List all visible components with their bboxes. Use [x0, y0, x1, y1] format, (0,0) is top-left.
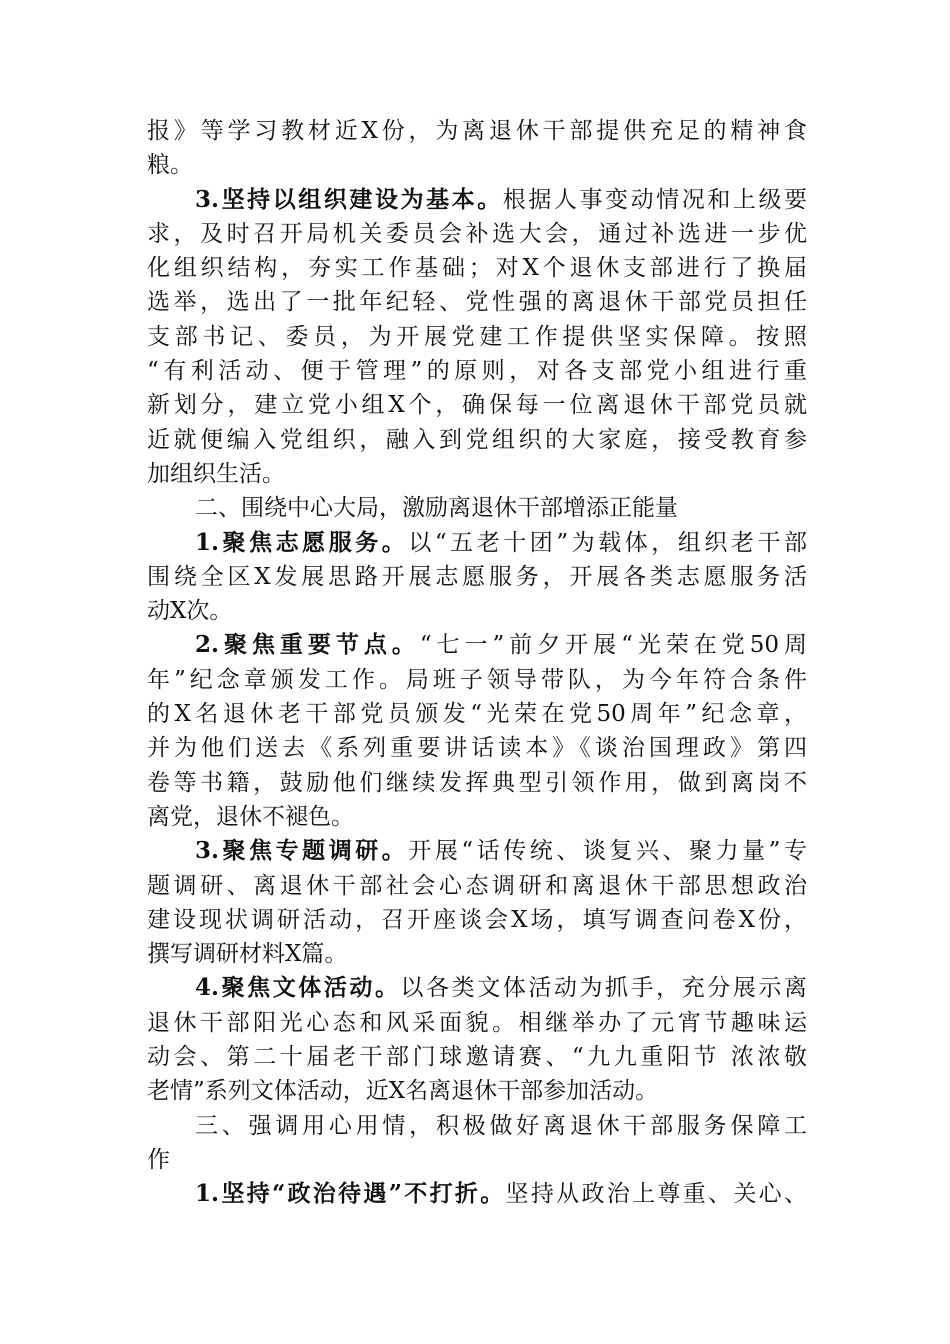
- text-line: 加组织生活。: [147, 460, 285, 487]
- text-line: 题调研、离退休干部社会心态调研和离退休干部思想政治: [147, 872, 807, 899]
- text-span: 以“五老十团”为载体，组织老干部: [408, 529, 807, 556]
- paragraph-culture-sports: [147, 971, 807, 1108]
- paragraph-lead: 2.聚焦重要节点。: [195, 631, 420, 659]
- text-line: 动会、第二十届老干部门球邀请赛、“九九重阳节 浓浓敬: [147, 1044, 807, 1071]
- text-line: [147, 834, 807, 868]
- paragraph-organization: [147, 183, 807, 492]
- text-line: [147, 628, 807, 662]
- paragraph-lead: 3.聚焦专题调研。: [195, 837, 409, 865]
- paragraph-lead: 3.坚持以组织建设为基本。: [195, 185, 503, 213]
- text-span: 根据人事变动情况和上级要: [502, 186, 808, 213]
- paragraph-political-treatment: [147, 1177, 807, 1211]
- section-heading-text: 三、强调用心用情，积极做好离退休干部服务保障工: [195, 1112, 807, 1139]
- text-line: [147, 526, 807, 560]
- text-span: “七一”前夕开展“光荣在党50周: [419, 632, 807, 659]
- paragraph-lead: 1.坚持“政治待遇”不打折。: [195, 1180, 506, 1208]
- text-line: 卷等书籍，鼓励他们继续发挥典型引领作用，做到离岗不: [147, 769, 807, 796]
- text-line: 年”纪念章颁发工作。局班子领导带队，为今年符合条件: [147, 666, 807, 693]
- document-page: [147, 114, 807, 1212]
- text-line: 动X次。: [147, 598, 233, 625]
- text-line: 撰写调研材料X篇。: [147, 941, 348, 968]
- text-line: 报》等学习教材近X份，为离退休干部提供充足的精神食: [147, 118, 807, 144]
- paragraph-lead: 1.聚焦志愿服务。: [195, 528, 409, 556]
- text-line: 求，及时召开局机关委员会补选大会，通过补选进一步优: [147, 220, 807, 247]
- text-line: 离党，退休不褪色。: [147, 803, 354, 830]
- text-line: 化组织结构，夯实工作基础；对X个退休支部进行了换届: [147, 255, 807, 282]
- text-line: 并为他们送去《系列重要讲话读本》《谈治国理政》第四: [147, 735, 807, 762]
- text-span: 以各类文体活动为抓手，充分展示离: [400, 975, 807, 1002]
- paragraph-key-dates: [147, 628, 807, 834]
- text-span: 坚持从政治上尊重、关心、: [505, 1181, 807, 1208]
- text-line: 建设现状调研活动，召开座谈会X场，填写调查问卷X份，: [147, 906, 807, 933]
- text-line: 退休干部阳光心态和风采面貌。相继举办了元宵节趣味运: [147, 1009, 807, 1036]
- text-line: 粮。: [147, 152, 193, 179]
- text-line: “有利活动、便于管理”的原则，对各支部党小组进行重: [147, 358, 807, 385]
- paragraph-research: [147, 834, 807, 971]
- text-line: 围绕全区X发展思路开展志愿服务，开展各类志愿服务活: [147, 563, 807, 590]
- text-line: 近就便编入党组织，融入到党组织的大家庭，接受教育参: [147, 426, 807, 453]
- section-heading: [147, 491, 807, 525]
- text-line: 新划分，建立党小组X个，确保每一位离退休干部党员就: [147, 392, 807, 419]
- section-heading: [147, 1109, 807, 1178]
- text-line: 支部书记、委员，为开展党建工作提供坚实保障。按照: [147, 323, 807, 350]
- paragraph-intro: [147, 114, 807, 183]
- text-line: 老情”系列文体活动，近X名离退休干部参加活动。: [147, 1078, 659, 1105]
- text-span: 开展“话传统、谈复兴、聚力量”专: [408, 838, 807, 865]
- text-line: 的X名退休老干部党员颁发“光荣在党50周年”纪念章，: [147, 701, 807, 728]
- text-line: [147, 183, 807, 217]
- text-line: [147, 971, 807, 1005]
- paragraph-lead: 4.聚焦文体活动。: [195, 974, 401, 1002]
- text-line: [147, 1177, 807, 1211]
- text-line: 选举，选出了一批年纪轻、党性强的离退休干部党员担任: [147, 289, 807, 316]
- section-heading-text: 作: [147, 1146, 170, 1173]
- paragraph-volunteer: [147, 526, 807, 629]
- section-heading-text: 二、围绕中心大局，激励离退休干部增添正能量: [195, 495, 678, 522]
